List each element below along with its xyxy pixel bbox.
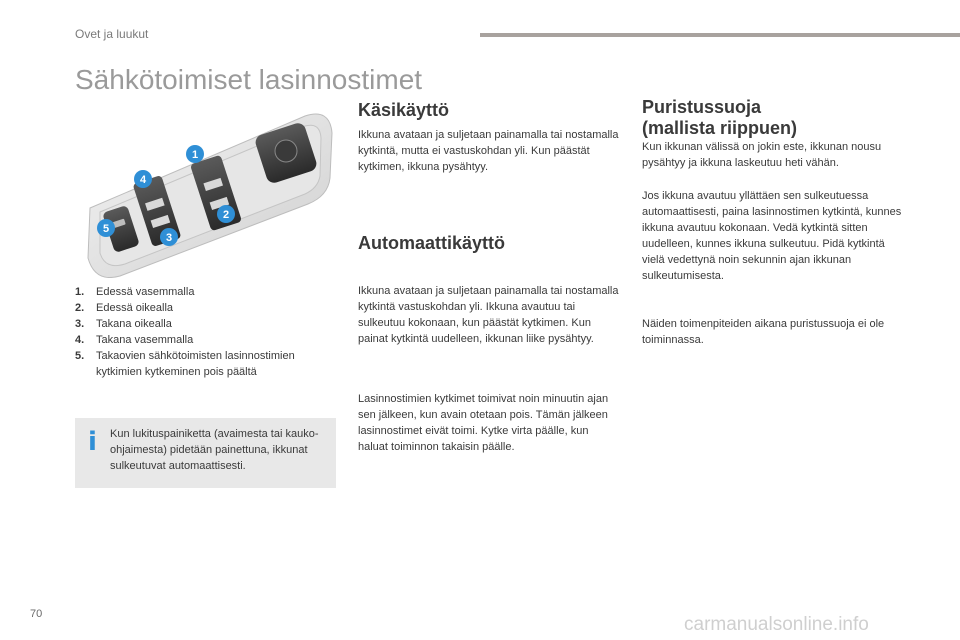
header-bar [480,33,960,37]
legend-item: 5. Takaovien sähkötoimisten lasinnostimien kytkimien kytkeminen pois päältä [75,350,295,378]
legend-item: 1. Edessä vasemmalla [75,286,195,298]
svg-text:3: 3 [165,232,173,244]
manual-heading: Käsikäyttö [358,100,450,120]
legend-list [75,284,340,380]
manual-text: Ikkuna avataan ja suljetaan painamalla tai nostamalla kytkintä, mutta ei vastuskohdan yli. Kun päästät kytkimen, ikkuna pysähtyy. [358,129,619,173]
automatic-heading: Automaattikäyttö [358,233,506,253]
callout-1 [186,145,204,163]
window-switch-panel-illustration [80,108,340,278]
legend-item: 3. Takana oikealla [75,318,172,330]
legend-item: 2. Edessä oikealla [75,302,174,314]
svg-text:2: 2 [222,209,230,221]
automatic-text-1: Ikkuna avataan ja suljetaan painamalla tai nostamalla kytkintä vastuskohdan yli. Ikkuna avautuu tai sulkeutuu kokonaan, kun päästät kytkimen. Kun painat kytkintä uudelleen, ikkunan liike pysähtyy. [358,285,619,345]
info-box [75,418,336,488]
antipinch-text-2: Jos ikkuna avautuu yllättäen sen sulkeutuessa automaattisesti, paina lasinnostimen kytkintä, kunnes ikkuna avautuu kokonaan. Vedä kytkintä sitten uudelleen, kunnes ikkuna sulkeutuu. Pidä kytkintä vielä vedettynä noin sekunnin ajan ikkunan sulkeutumisesta. [642,190,902,282]
callout-5 [97,219,115,237]
svg-text:4: 4 [139,174,147,186]
antipinch-heading: Puristussuoja (mallista riippuen) [642,97,798,138]
svg-text:5: 5 [102,223,110,235]
callout-3 [160,228,178,246]
antipinch-text-1: Kun ikkunan välissä on jokin este, ikkunan nousu pysähtyy ja ikkuna laskeutuu heti vähän. [642,141,882,169]
antipinch-text-3: Näiden toimenpiteiden aikana puristussuoja ei ole toiminnassa. [642,318,885,346]
automatic-text-2: Lasinnostimien kytkimet toimivat noin minuutin ajan sen jälkeen, kun avain otetaan pois. Tämän jälkeen lasinnostimet eivät toimi. Kytke virta päälle, kun haluat toiminnon takaisin päälle. [358,393,609,453]
legend-item: 4. Takana vasemmalla [75,334,194,346]
watermark: carmanualsonline.info [684,614,869,635]
page-number: 70 [30,608,43,620]
callout-2 [217,205,235,223]
page-title: Sähkötoimiset lasinnostimet [75,64,423,95]
info-icon: i [88,427,97,457]
section-label: Ovet ja luukut [75,27,149,41]
svg-text:1: 1 [191,149,199,161]
info-text: Kun lukituspainiketta (avaimesta tai kauko-ohjaimesta) pidetään painettuna, ikkunat sulkeutuvat automaattisesti. [110,428,319,472]
callout-4 [134,170,152,188]
